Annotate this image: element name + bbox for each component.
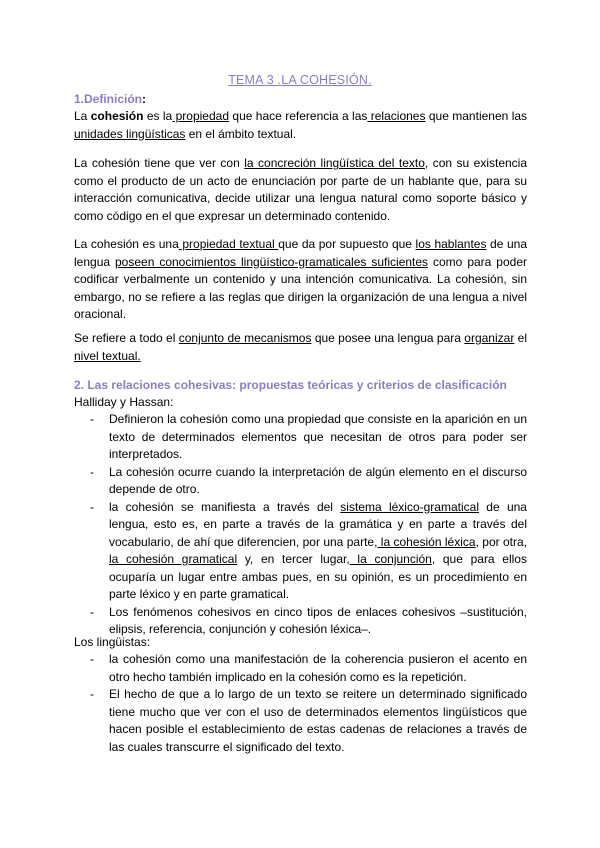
list-item-text: El hecho de que a lo largo de un texto se reitere un determinado significado tiene mucho que ver con el uso de determinados elementos lingüísticos que hacen posible el establecimiento de estas cadenas de relaciones a través de las cuales transcurre el significado del texto. xyxy=(109,687,527,754)
list-dash: - xyxy=(90,464,94,479)
halliday-hassan-list xyxy=(74,411,527,639)
list-item xyxy=(74,411,527,464)
mechanisms-paragraph xyxy=(74,330,527,365)
p2-underlined-term: la concreción lingüística del texto xyxy=(244,156,425,170)
p1-text: que mantienen las xyxy=(425,109,528,123)
list-item-text: la cohesión se manifiesta a través del xyxy=(109,499,341,514)
list-item-text: la cohesión como una manifestación de la coherencia pusieron el acento en otro hecho también implicado en la cohesión como es la repetición. xyxy=(109,652,527,684)
list-item-underlined-term: la cohesión gramatical xyxy=(109,552,238,566)
p4-underlined-term: nivel textual. xyxy=(74,348,141,363)
p2-text: , con su existencia como el producto de un acto de enunciación por parte de un hablante que, para su interacción comunicativa, decide utilizar una lengua natural como soporte básico y como código en el que expresar un determinado contenido. xyxy=(74,156,528,223)
section1-heading-colon: : xyxy=(142,92,147,106)
p1-text: es la xyxy=(143,109,173,123)
list-item-underlined-term: la cohesión léxica xyxy=(377,534,476,549)
list-dash: - xyxy=(90,687,94,701)
p4-underlined-term: organizar xyxy=(464,331,515,345)
p3-underlined-term: poseen conocimientos lingüístico-gramaticales suficientes xyxy=(115,254,429,269)
p1-text: que hace referencia a las xyxy=(229,109,368,123)
p1-text: La xyxy=(74,109,91,123)
list-item-text: Los fenómenos cohesivos en cinco tipos de enlaces cohesivos –sustitución, elipsis, referencia, conjunción y cohesión léxica–. xyxy=(109,604,527,636)
definition-paragraph xyxy=(74,108,527,143)
p3-text: La cohesión es una xyxy=(74,237,179,251)
list-item-text: de una lengua, esto es, en parte a través de la gramática y en parte a través del vocabulario, de ahí que diferencien, por una parte, xyxy=(109,499,527,549)
p1-underlined-term: relaciones xyxy=(367,109,426,123)
list-dash: - xyxy=(90,604,94,619)
p4-underlined-term: conjunto de mecanismos xyxy=(178,331,312,345)
p2-text: La cohesión tiene que ver con xyxy=(74,156,245,170)
list-item-text: y, en tercer lugar, xyxy=(237,552,350,566)
p1-text: en el ámbito textual. xyxy=(185,126,297,141)
list-item xyxy=(74,464,527,499)
list-dash: - xyxy=(90,412,94,426)
p1-underlined-term: propiedad xyxy=(172,109,230,123)
authors-label: Halliday y Hassan: xyxy=(74,395,174,409)
list-item xyxy=(74,651,527,686)
section1-heading xyxy=(74,91,527,109)
textual-property-paragraph xyxy=(74,236,527,324)
section1-heading-text: 1.Definición xyxy=(74,92,143,106)
p3-text: de una lengua xyxy=(74,237,527,269)
p3-underlined-term: propiedad textual xyxy=(178,237,279,251)
section2-heading: 2. Las relaciones cohesivas: propuestas teóricas y criterios de clasificación xyxy=(74,378,507,392)
p3-text: que da por supuesto que xyxy=(278,237,416,251)
p3-underlined-term: los hablantes xyxy=(415,237,487,251)
page-title: TEMA 3 .LA COHESIÓN. xyxy=(228,73,372,87)
list-item xyxy=(74,686,527,756)
list-item xyxy=(74,499,527,604)
list-item-text: Definieron la cohesión como una propiedad que consiste en la aparición en un texto de determinados elementos que necesitan de otros para poder ser interpretados. xyxy=(109,412,527,461)
list-item-underlined-term: la conjunción xyxy=(349,552,432,566)
list-dash: - xyxy=(90,499,94,514)
p4-text: el xyxy=(514,331,527,345)
p1-bold-term: cohesión xyxy=(90,109,144,123)
list-item-text: La cohesión ocurre cuando la interpretación de algún elemento en el discurso depende de otro. xyxy=(109,464,527,496)
list-item-text: , por otra, xyxy=(475,534,528,549)
list-dash: - xyxy=(90,652,94,666)
concretion-paragraph xyxy=(74,155,527,225)
p3-text: como para poder codificar verbalmente un contenido y una intención comunicativa. La cohesión, sin embargo, no se refiere a las reglas que dirigen la organización de una lengua a nivel oracional. xyxy=(74,254,527,321)
linguists-list xyxy=(74,651,527,756)
p4-text: que posee una lengua para xyxy=(311,331,465,345)
linguists-label: Los lingüistas: xyxy=(74,635,151,649)
p1-underlined-term: unidades lingüísticas xyxy=(74,126,186,141)
list-item-text: , que para ellos ocuparía un lugar entre ambas pues, en su opinión, es un procedimiento en parte léxico y en parte gramatical. xyxy=(109,552,527,601)
list-item-underlined-term: sistema léxico-gramatical xyxy=(340,499,479,514)
p4-text: Se refiere a todo el xyxy=(74,331,179,345)
